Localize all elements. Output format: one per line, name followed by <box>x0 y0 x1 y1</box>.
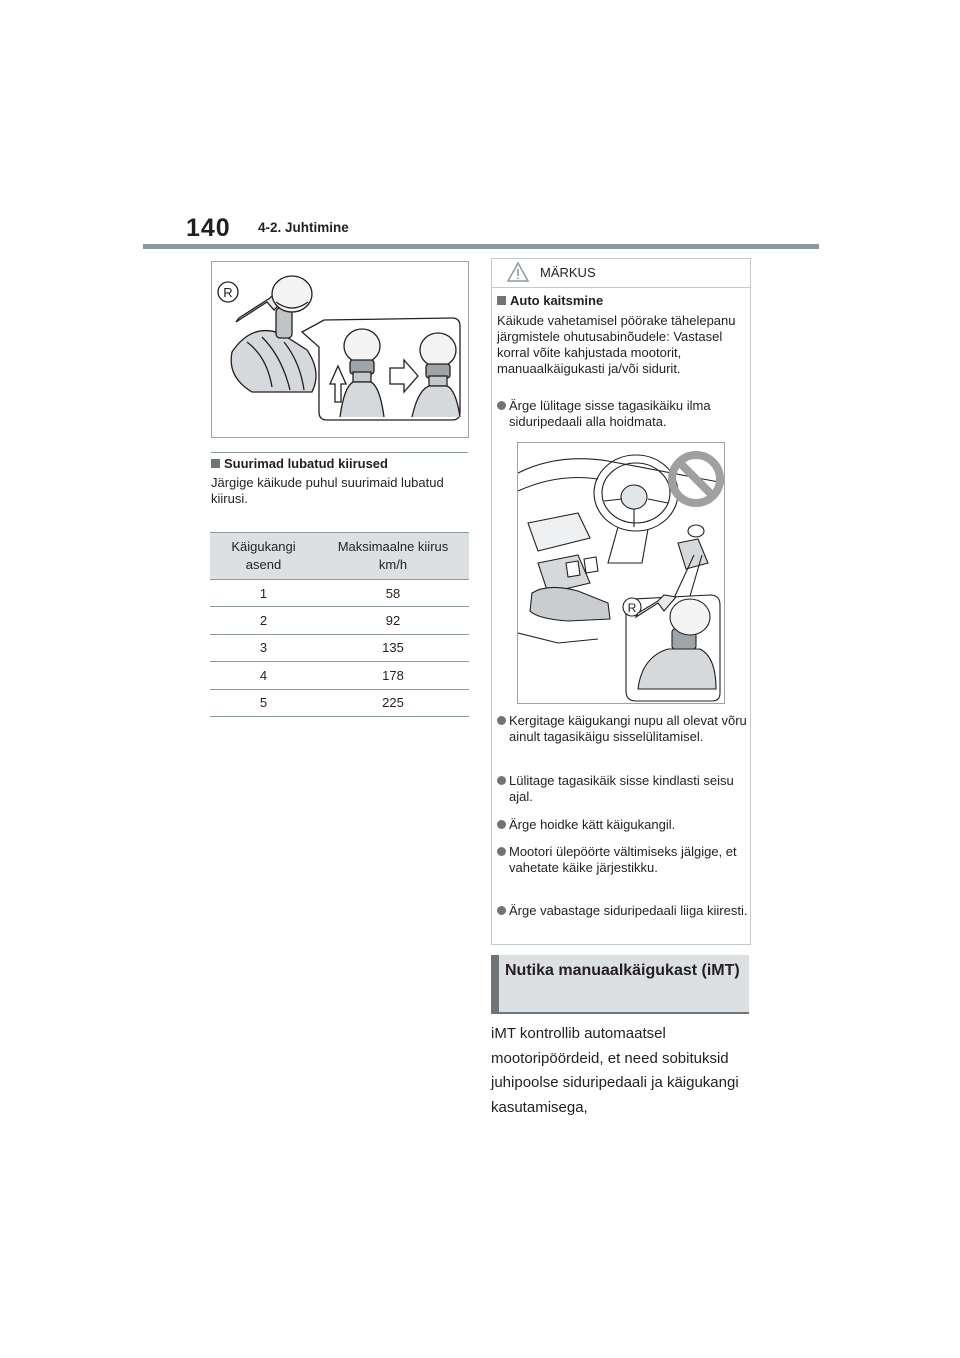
notice-bullet <box>497 398 749 430</box>
notice-bullet-text: Ärge lülitage sisse tagasikäiku ilma siduripedaali alla hoidmata. <box>509 398 711 429</box>
notice-text: Käikude vahetamisel pöörake tähelepanu järgmistele ohutusabinõudele: Vastasel korral võite kahjustada mootorit, manuaalkäigukasti ja/või sidurit. <box>497 313 736 376</box>
reverse-label: R <box>627 601 637 615</box>
feature-heading-rule <box>491 1012 749 1014</box>
header-speed-line1: Maksimaalne kiirus <box>337 539 449 554</box>
notice-title: MÄRKUS <box>540 265 596 280</box>
imt-body-text: iMT kontrollib automaatsel mootoripöördeid, et need sobituksid juhipoolse siduripedaali ja käigukangi kasutamisega, <box>491 1025 739 1116</box>
max-speed-table <box>210 532 469 717</box>
notice-subheading-text: Auto kaitsmine <box>510 293 604 308</box>
header-gear-line1: Käigukangi <box>231 539 296 554</box>
table-row <box>210 607 469 634</box>
speed-cell: 178 <box>317 662 469 689</box>
gear-cell: 5 <box>210 689 317 716</box>
bullet-dot-icon <box>497 847 506 856</box>
notice-bullet-text: Kergitage käigukangi nupu all olevat võru ainult tagasikäigu sisselülitamisel. <box>509 713 747 744</box>
notice-bullet <box>497 773 749 805</box>
table-row <box>210 662 469 689</box>
notice-bullet-text: Lülitage tagasikäik sisse kindlasti seisu ajal. <box>509 773 734 804</box>
table-row <box>210 634 469 661</box>
notice-bullet-text: Ärge vabastage siduripedaali liiga kiiresti. <box>509 903 748 918</box>
reverse-label: R <box>223 285 233 300</box>
section-divider <box>211 452 468 453</box>
speed-cell: 58 <box>317 580 469 607</box>
section-title: 4-2. Juhtimine <box>258 220 349 235</box>
square-bullet-icon <box>211 459 220 468</box>
notice-bullet-text: Mootori ülepöörte vältimiseks jälgige, et vahetate käike järjestikku. <box>509 844 737 875</box>
table-header-speed <box>317 533 469 580</box>
square-bullet-icon <box>497 296 506 305</box>
speed-cell: 135 <box>317 634 469 661</box>
feature-heading-accent <box>491 955 499 1013</box>
table-header-row <box>210 533 469 580</box>
speed-heading <box>211 456 388 471</box>
header-gear-line2: asend <box>245 557 282 572</box>
gear-cell: 1 <box>210 580 317 607</box>
notice-bullet <box>497 844 749 876</box>
notice-subheading <box>497 293 603 308</box>
bullet-dot-icon <box>497 401 506 410</box>
gear-cell: 4 <box>210 662 317 689</box>
speed-cell: 225 <box>317 689 469 716</box>
gear-cell: 2 <box>210 607 317 634</box>
header-rule <box>143 244 819 249</box>
car-interior-illustration <box>517 442 725 704</box>
bullet-dot-icon <box>497 776 506 785</box>
notice-bullet <box>497 713 749 745</box>
gear-cell: 3 <box>210 634 317 661</box>
speed-heading-text: Suurimad lubatud kiirused <box>224 456 388 471</box>
shift-lever-illustration <box>211 261 469 438</box>
feature-heading: Nutika manuaalkäigukast (iMT) <box>505 962 740 979</box>
table-row <box>210 580 469 607</box>
speed-description: Järgige käikude puhul suurimaid lubatud kiirusi. <box>211 475 444 506</box>
bullet-dot-icon <box>497 906 506 915</box>
table-row <box>210 689 469 716</box>
table-header-gear <box>210 533 317 580</box>
speed-cell: 92 <box>317 607 469 634</box>
bullet-dot-icon <box>497 716 506 725</box>
page-number: 140 <box>186 214 231 242</box>
notice-bullet-text: Ärge hoidke kätt käigukangil. <box>509 817 676 832</box>
warning-triangle-icon <box>506 261 530 288</box>
bullet-dot-icon <box>497 820 506 829</box>
notice-bullet <box>497 817 749 833</box>
notice-bullet <box>497 903 749 919</box>
header-speed-line2: km/h <box>378 557 408 572</box>
